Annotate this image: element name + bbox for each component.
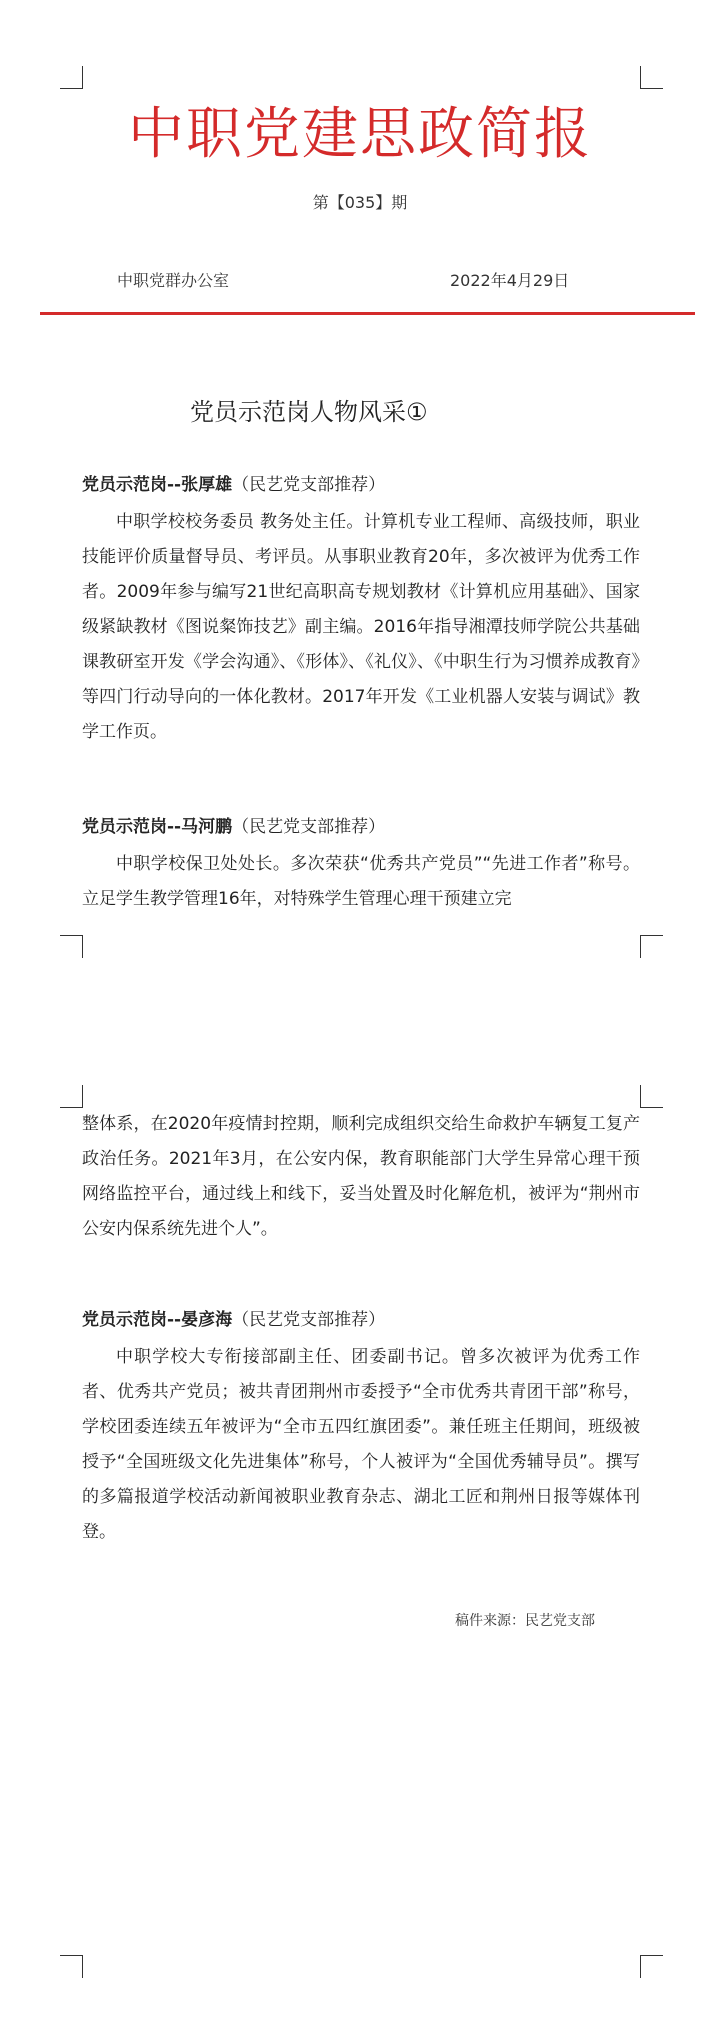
newsletter-title: 中职党建思政简报 <box>128 102 592 167</box>
section-heading <box>82 812 385 837</box>
section-heading-name: 党员示范岗--晏彦海 <box>82 1310 233 1330</box>
section-body: 中职学校校务委员 教务处主任。计算机专业工程师、高级技师，职业技能评价质量督导员、考评员。从事职业教育20年，多次被评为优秀工作者。2009年参与编写21世纪高职高专规划教材《计算机应用基础》、国家级紧缺教材《图说粲饰技艺》副主编。2016年指导湘潭技师学院公共基础课教研室开发《学会沟通》、《形体》、《礼仪》、《中职生行为习惯养成教育》等四门行动导向的一体化教材。2017年开发《工业机器人安装与调试》教学工作页。 <box>82 512 640 742</box>
section-heading-note: （民艺党支部推荐） <box>232 475 386 495</box>
section-heading-note: （民艺党支部推荐） <box>232 1310 386 1330</box>
crop-mark-top-right <box>640 66 663 89</box>
article-subtitle: 党员示范岗人物风采① <box>190 398 428 426</box>
crop-mark-bottom-right <box>640 1955 663 1978</box>
crop-mark-bottom-right <box>640 935 663 958</box>
section-heading-name: 党员示范岗--马河鹏 <box>82 817 233 837</box>
crop-mark-top-left <box>60 1085 83 1108</box>
section-heading <box>82 1305 385 1330</box>
crop-mark-bottom-left <box>60 935 83 958</box>
section-heading-note: （民艺党支部推荐） <box>232 817 386 837</box>
crop-mark-top-right <box>640 1085 663 1108</box>
article-source: 稿件来源：民艺党支部 <box>455 1613 595 1629</box>
section-heading-name: 党员示范岗--张厚雄 <box>82 475 233 495</box>
section-body: 中职学校大专衔接部副主任、团委副书记。曾多次被评为优秀工作者、优秀共产党员；被共青团荆州市委授予“全市优秀共青团干部”称号，学校团委连续五年被评为“全市五四红旗团委”。兼任班主任期间，班级被授予“全国班级文化先进集体”称号，个人被评为“全国优秀辅导员”。撰写的多篇报道学校活动新闻被职业教育杂志、湖北工匠和荆州日报等媒体刊登。 <box>82 1347 640 1542</box>
publish-date: 2022年4月29日 <box>450 271 570 290</box>
section-body-continued: 整体系，在2020年疫情封控期，顺利完成组织交给生命救护车辆复工复产政治任务。2021年3月，在公安内保，教育职能部门大学生异常心理干预网络监控平台，通过线上和线下，妥当处置及时化解危机，被评为“荆州市公安内保系统先进个人”。 <box>82 1114 640 1239</box>
section-heading <box>82 470 385 495</box>
section-body: 中职学校保卫处处长。多次荣获“优秀共产党员”“先进工作者”称号。立足学生教学管理16年，对特殊学生管理心理干预建立完 <box>82 854 640 909</box>
office-name: 中职党群办公室 <box>117 271 230 290</box>
crop-mark-bottom-left <box>60 1955 83 1978</box>
issue-number: 第【035】期 <box>312 193 408 212</box>
crop-mark-top-left <box>60 66 83 89</box>
header-divider <box>40 312 695 315</box>
